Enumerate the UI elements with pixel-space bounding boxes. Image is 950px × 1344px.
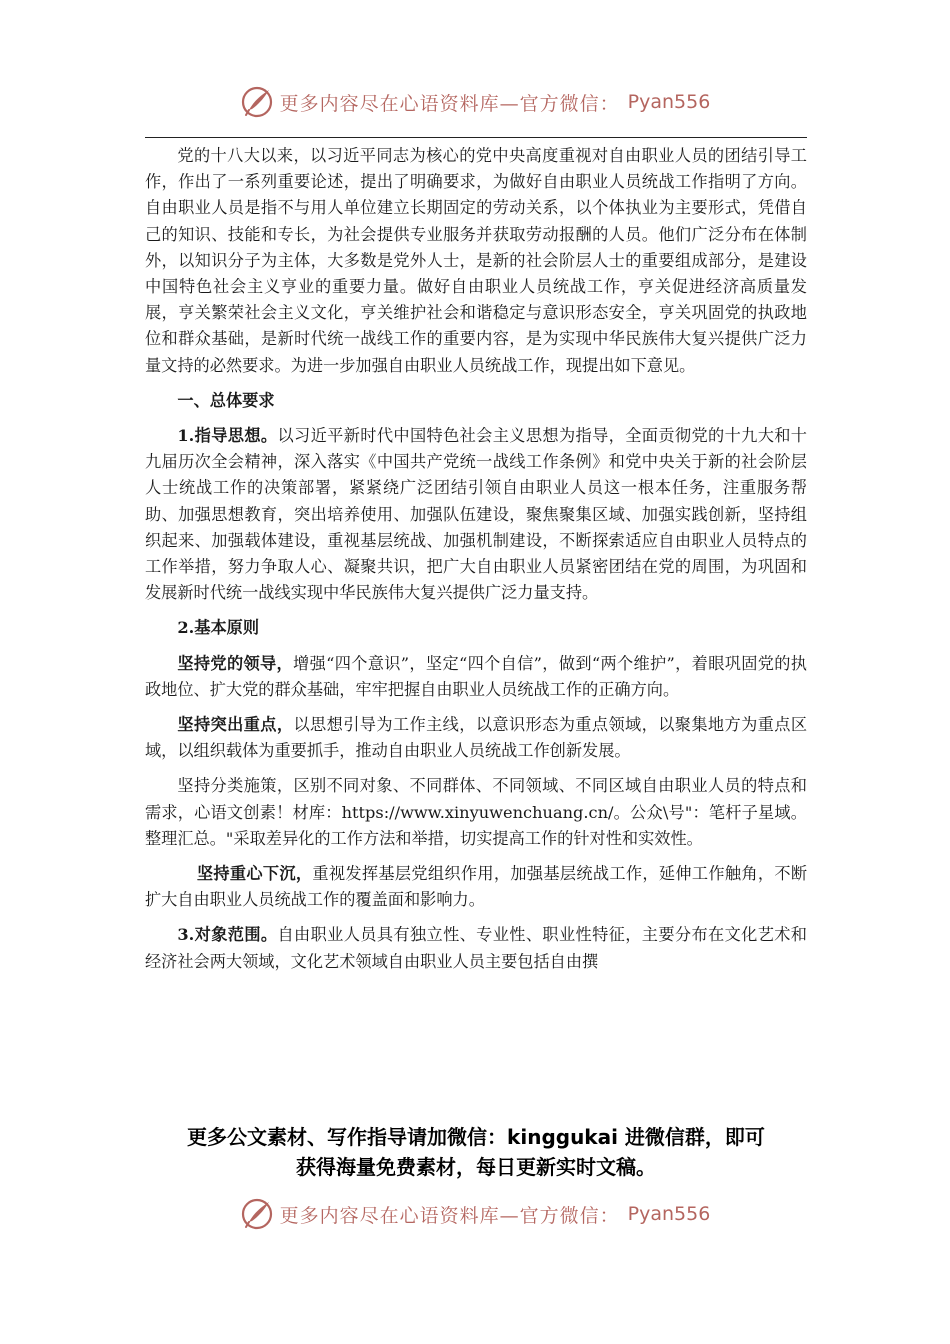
- promo-line-1: 更多公文素材、写作指导请加微信：kinggukai 进微信群，即可: [187, 1125, 765, 1149]
- header-wechat-id: Pyan556: [627, 91, 711, 113]
- quill-logo-icon: [240, 85, 274, 119]
- section-heading-general-requirements: [145, 388, 807, 414]
- item1-text: 以习近平新时代中国特色社会主义思想为指导，全面贡彻党的十九大和十九届历次全会精神，深入落实《中国共产党统一战线工作条例》和党中央关于新的社会阶层人士统战工作的决策部署，紧紧绕广泛团结引领自由职业人员这一根本任务，注重服务帮助、加强思想教育，突出培养使用、加强队伍建设，聚焦聚集区域、加强实践创新，坚持组织起来、加强载体建设，重视基层统战、加强机制建设，不断探索适应自由职业人员特点的工作举措，努力争取人心、凝聚共识，把广大自由职业人员紧密团结在党的周围，为巩固和发展新时代统一战线实现中华民族伟大复兴提供广泛力量支持。: [145, 426, 807, 603]
- quill-logo-icon: [240, 1197, 274, 1231]
- principle-key-focus: [145, 712, 807, 764]
- item2-title: 2.基本原则: [177, 618, 260, 638]
- footer-brand-text: 更多内容尽在心语资料库—官方微信：: [279, 1204, 620, 1227]
- basic-principles-heading: [145, 615, 807, 641]
- header-divider: [145, 137, 807, 138]
- principle4-title: 坚持重心下沉，: [196, 864, 313, 884]
- header-brand-text: 更多内容尽在心语资料库—官方微信：: [279, 92, 620, 115]
- document-body: [145, 143, 807, 984]
- principle-party-leadership: [145, 651, 807, 703]
- principle2-text: 以思想引导为工作主线，以意识形态为重点领域，以聚集地方为重点区域，以组织载体为重要抓手，推动自由职业人员统战工作创新发展。: [145, 715, 808, 761]
- principle-grassroots-focus: [145, 861, 807, 913]
- footer-banner: [0, 1194, 950, 1234]
- section1-heading-text: 一、总体要求: [177, 390, 275, 410]
- header-banner-inner: [240, 85, 711, 119]
- promo-notice: [140, 1122, 812, 1182]
- target-scope-paragraph: [145, 922, 807, 974]
- footer-wechat-id: Pyan556: [627, 1203, 711, 1225]
- principle2-title: 坚持突出重点，: [177, 715, 294, 735]
- guiding-ideology-paragraph: [145, 423, 807, 606]
- principle1-text: 增强“四个意识”，坚定“四个自信”，做到“两个维护”，着眼巩固党的执政地位、扩大党的群众基础，牢牢把握自由职业人员统战工作的正确方向。: [145, 653, 807, 699]
- principle1-title: 坚持党的领导，: [177, 653, 294, 673]
- item3-text: 自由职业人员具有独立性、专业性、职业性特征，主要分布在文化艺术和经济社会两大领域，文化艺术领域自由职业人员主要包括自由撰: [145, 925, 807, 971]
- header-banner: [0, 82, 950, 122]
- principle4-text: 重视发挥基层党组织作用，加强基层统战工作，延伸工作触角，不断扩大自由职业人员统战工作的覆盖面和影响力。: [145, 864, 808, 910]
- item1-title: 1.指导思想。: [177, 426, 278, 446]
- principle-classified-policy: 坚持分类施策，区别不同对象、不同群体、不同领域、不同区域自由职业人员的特点和需求，心语文创素！材库：https://www.xinyuwenchuang.cn/。公众\号"：笔杆子星域。整理汇总。"采取差异化的工作方法和举措，切实提高工作的针对性和实效性。: [145, 776, 807, 848]
- item3-title: 3.对象范围。: [177, 925, 278, 945]
- footer-banner-inner: [240, 1197, 711, 1231]
- intro-paragraph: 党的十八大以来，以习近平同志为核心的党中央高度重视对自由职业人员的团结引导工作，作出了一系列重要论述，提出了明确要求，为做好自由职业人员统战工作指明了方向。自由职业人员是指不与用人单位建立长期固定的劳动关系，以个体执业为主要形式，凭借自己的知识、技能和专长，为社会提供专业服务并获取劳动报酬的人员。他们广泛分布在体制外，以知识分子为主体，大多数是党外人士，是新的社会阶层人士的重要组成部分，是建设中国特色社会主义亨业的重要力量。做好自由职业人员统战工作，亨关促进经济高质量发展，亨关繁荣社会主义文化，亨关维护社会和谐稳定与意识形态安全，亨关巩固党的执政地位和群众基础，是新时代统一战线工作的重要内容，是为实现中华民族伟大复兴提供广泛力量文持的必然要求。为进一步加强自由职业人员统战工作，现提出如下意见。: [145, 146, 807, 375]
- promo-line-2: 获得海量免费素材，每日更新实时文稿。: [296, 1155, 656, 1179]
